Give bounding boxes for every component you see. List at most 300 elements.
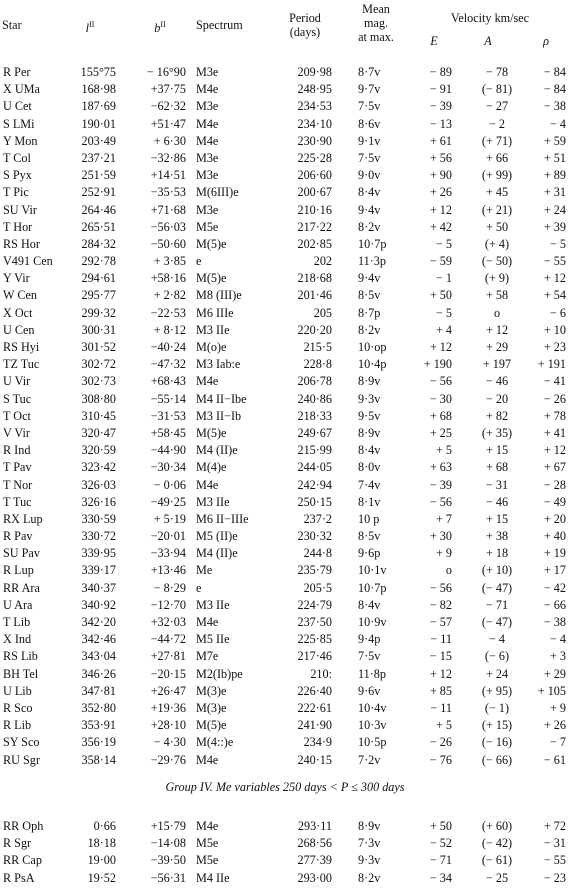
cell-b2: −35·53 (150, 185, 186, 200)
cell-b2: +15·79 (150, 819, 186, 833)
cell-l2: 299·32 (81, 305, 116, 320)
cell-period: 209·98 (297, 65, 332, 79)
cell-spectrum: e (196, 254, 202, 269)
cell-vel-e: + 30 (429, 529, 452, 544)
cell-spectrum: M(3)e (196, 683, 227, 698)
table-row (0, 562, 570, 579)
cell-vel-rho: − 66 (543, 597, 566, 612)
cell-mean-mag: 9·4p (358, 632, 381, 647)
table-row (0, 666, 570, 683)
cell-vel-e: + 5 (435, 718, 452, 733)
cell-l2: 340·92 (81, 597, 116, 612)
cell-l2: 294·61 (81, 271, 116, 286)
cell-spectrum: M3e (196, 202, 219, 217)
cell-vel-e: + 50 (429, 288, 452, 303)
cell-star: U Vir (3, 374, 31, 389)
cell-mean-mag: 7·2v (358, 752, 381, 767)
cell-l2: 346·26 (81, 666, 116, 681)
cell-l2: 356·19 (81, 735, 116, 750)
cell-b2: +71·68 (150, 202, 186, 217)
cell-star: W Cen (3, 288, 37, 303)
cell-vel-a: + 24 (485, 666, 509, 681)
cell-vel-a: (− 47) (481, 615, 513, 629)
cell-l2: 320·47 (81, 425, 116, 440)
cell-vel-a: (− 81) (481, 82, 513, 97)
cell-period: 205 (313, 305, 332, 320)
cell-period: 277·39 (297, 853, 332, 868)
cell-b2: +51·47 (150, 116, 186, 131)
cell-vel-a: − 27 (485, 99, 509, 114)
cell-vel-e: + 63 (429, 460, 452, 475)
cell-vel-a: (− 6) (484, 649, 510, 664)
cell-vel-rho: − 26 (543, 391, 566, 406)
cell-star: R Pav (3, 529, 33, 544)
cell-spectrum: M(5)e (196, 425, 227, 440)
table-row (0, 408, 570, 425)
cell-mean-mag: 7·3v (358, 836, 381, 851)
cell-mean-mag: 9·6p (358, 546, 381, 561)
header-b2-sup: II (160, 20, 166, 29)
cell-vel-a: (+ 60) (481, 819, 513, 833)
table-row (0, 545, 570, 562)
table-row (0, 614, 570, 631)
table-main (0, 64, 570, 769)
cell-star: S LMi (3, 116, 35, 131)
cell-vel-e: + 12 (429, 202, 452, 217)
table-row (0, 734, 570, 751)
table-row (0, 150, 570, 167)
cell-mean-mag: 9·4v (358, 202, 381, 217)
cell-period: 230·32 (297, 529, 332, 544)
cell-spectrum: M4e (196, 133, 219, 148)
cell-vel-e: + 61 (429, 133, 452, 148)
cell-period: 225·85 (297, 632, 332, 647)
cell-vel-rho: − 6 (549, 305, 566, 320)
cell-vel-a: + 29 (485, 340, 509, 354)
cell-vel-e: − 89 (429, 65, 452, 79)
cell-star: U Ara (3, 597, 33, 612)
cell-vel-e: − 11 (430, 700, 452, 715)
cell-vel-rho: − 41 (543, 374, 566, 389)
cell-star: R Per (3, 65, 31, 79)
table-row (0, 339, 570, 356)
cell-vel-a: (− 16) (481, 735, 513, 750)
cell-l2: 18·18 (87, 836, 116, 851)
cell-mean-mag: 8·7v (358, 65, 381, 79)
cell-b2: −33·94 (150, 546, 186, 561)
cell-spectrum: M(6III)e (196, 185, 239, 200)
cell-period: 218·33 (297, 408, 332, 423)
cell-star: X Ind (3, 632, 32, 647)
cell-spectrum: M8 (III)e (196, 288, 242, 303)
cell-vel-a: + 58 (485, 288, 509, 303)
table-row (0, 597, 570, 614)
cell-vel-a: + 197 (482, 357, 512, 372)
cell-b2: −47·32 (150, 357, 186, 372)
cell-l2: 252·91 (81, 185, 116, 200)
cell-vel-rho: + 191 (537, 357, 566, 372)
cell-spectrum: M4e (196, 615, 219, 629)
cell-b2: + 5·19 (153, 511, 186, 526)
header-vel-a (478, 34, 498, 48)
cell-spectrum: M4e (196, 82, 219, 97)
table-row (0, 477, 570, 494)
cell-mean-mag: 10 p (358, 511, 380, 526)
cell-b2: − 0·06 (153, 477, 186, 492)
cell-vel-rho: − 42 (543, 580, 566, 595)
cell-mean-mag: 8·2v (358, 322, 381, 337)
cell-period: 205·5 (303, 580, 332, 595)
header-star (2, 18, 50, 32)
cell-period: 293·00 (297, 870, 332, 885)
cell-b2: +68·43 (150, 374, 186, 389)
cell-vel-a: (− 1) (484, 700, 510, 715)
cell-spectrum: M5e (196, 853, 219, 868)
cell-spectrum: Me (196, 563, 213, 578)
table-row (0, 98, 570, 115)
cell-l2: 300·31 (81, 322, 116, 337)
cell-spectrum: e (196, 580, 202, 595)
table-row (0, 219, 570, 236)
header-star-label: Star (2, 18, 22, 32)
cell-vel-e: − 26 (429, 735, 452, 750)
cell-mean-mag: 9·1v (358, 133, 381, 148)
cell-vel-a: + 66 (485, 150, 509, 165)
cell-vel-a: + 15 (485, 443, 509, 458)
cell-vel-e: − 91 (429, 82, 452, 97)
cell-vel-rho: − 7 (549, 735, 566, 750)
table-row (0, 202, 570, 219)
cell-l2: 190·01 (81, 116, 116, 131)
cell-spectrum: M(5)e (196, 236, 227, 251)
cell-vel-rho: − 55 (543, 254, 566, 269)
header-vel-rho-label: ρ (543, 34, 549, 48)
cell-l2: 326·16 (81, 494, 116, 509)
cell-vel-rho: + 89 (543, 168, 566, 183)
cell-spectrum: M4 IIe (196, 870, 230, 885)
cell-b2: −30·34 (150, 460, 186, 475)
cell-mean-mag: 10·4p (358, 357, 387, 372)
cell-vel-a: (+ 99) (481, 168, 513, 183)
cell-b2: −32·86 (150, 150, 186, 165)
cell-star: U Cen (3, 322, 35, 337)
cell-l2: 310·45 (81, 408, 116, 423)
cell-vel-rho: − 23 (543, 870, 566, 885)
cell-period: 217·46 (297, 649, 332, 664)
cell-vel-rho: + 9 (549, 700, 566, 715)
header-vel-e-label: E (430, 34, 438, 48)
cell-vel-rho: − 84 (543, 82, 566, 97)
cell-vel-rho: + 54 (543, 288, 566, 303)
cell-vel-a: − 31 (485, 477, 509, 492)
cell-period: 200·67 (297, 185, 332, 200)
header-vel-a-label: A (484, 34, 492, 48)
cell-star: TZ Tuc (3, 357, 40, 372)
cell-vel-rho: + 59 (543, 133, 566, 148)
cell-mean-mag: 8·5v (358, 529, 381, 544)
cell-mean-mag: 8·6v (358, 116, 381, 131)
table-row (0, 305, 570, 322)
cell-period: 210: (310, 666, 332, 681)
cell-vel-a: (+ 21) (481, 202, 513, 217)
cell-star: RS Hyi (3, 340, 40, 354)
cell-b2: −55·14 (150, 391, 186, 406)
cell-vel-a: (+ 95) (481, 683, 513, 698)
cell-period: 224·79 (297, 597, 332, 612)
cell-b2: −44·90 (150, 443, 186, 458)
cell-period: 222·61 (297, 700, 332, 715)
cell-b2: −39·50 (150, 853, 186, 868)
cell-l2: 203·49 (81, 133, 116, 148)
cell-b2: +32·03 (150, 615, 186, 629)
cell-vel-e: − 59 (429, 254, 452, 269)
cell-spectrum: M3e (196, 168, 219, 183)
table-row (0, 683, 570, 700)
cell-star: T Pic (3, 185, 29, 200)
cell-vel-e: + 5 (435, 443, 452, 458)
table-row (0, 184, 570, 201)
cell-l2: 168·98 (81, 82, 116, 97)
cell-vel-e: − 82 (429, 597, 452, 612)
table-row (0, 835, 570, 852)
table-row (0, 64, 570, 81)
cell-vel-rho: + 31 (543, 185, 566, 200)
cell-l2: 292·78 (81, 254, 116, 269)
table-row (0, 167, 570, 184)
cell-vel-rho: − 38 (543, 615, 566, 629)
cell-mean-mag: 7·5v (358, 99, 381, 114)
cell-period: 202 (313, 254, 332, 269)
cell-vel-e: + 50 (429, 819, 452, 833)
cell-l2: 187·69 (81, 99, 116, 114)
cell-vel-rho: + 12 (543, 443, 566, 458)
cell-l2: 155°75 (80, 65, 116, 79)
cell-spectrum: M(5)e (196, 718, 227, 733)
cell-spectrum: M(4::)e (196, 735, 234, 750)
cell-period: 268·56 (297, 836, 332, 851)
header-velocity (420, 11, 560, 25)
cell-vel-a: (+ 71) (481, 133, 513, 148)
cell-mean-mag: 8·7p (358, 305, 381, 320)
cell-star: X Oct (3, 305, 33, 320)
cell-period: 240·15 (297, 752, 332, 767)
cell-l2: 347·81 (81, 683, 116, 698)
table-row (0, 852, 570, 869)
header-period-line1: Period (289, 11, 321, 25)
cell-star: S Tuc (3, 391, 32, 406)
cell-b2: −31·53 (150, 408, 186, 423)
cell-star: T Nor (3, 477, 33, 492)
cell-period: 210·16 (297, 202, 332, 217)
cell-b2: +13·46 (150, 563, 186, 578)
cell-period: 237·50 (297, 615, 332, 629)
cell-l2: 308·80 (81, 391, 116, 406)
cell-period: 234·9 (303, 735, 332, 750)
cell-spectrum: M(o)e (196, 340, 227, 354)
cell-vel-e: + 85 (429, 683, 452, 698)
table-row (0, 116, 570, 133)
cell-mean-mag: 8·4v (358, 597, 381, 612)
cell-vel-rho: − 4 (549, 632, 566, 647)
cell-vel-rho: − 5 (549, 236, 566, 251)
cell-star: R Sgr (3, 836, 32, 851)
cell-mean-mag: 9·5v (358, 408, 381, 423)
cell-vel-e: − 13 (429, 116, 452, 131)
cell-spectrum: M4 (II)e (196, 546, 238, 561)
cell-vel-a: (+ 15) (481, 718, 513, 733)
cell-spectrum: M4e (196, 752, 219, 767)
cell-star: SU Vir (3, 202, 37, 217)
cell-period: 248·95 (297, 82, 332, 97)
cell-b2: −56·31 (150, 870, 186, 885)
cell-star: BH Tel (3, 666, 39, 681)
cell-vel-a: + 68 (485, 460, 509, 475)
cell-mean-mag: 9·0v (358, 168, 381, 183)
cell-mean-mag: 8·5v (358, 288, 381, 303)
table-row (0, 81, 570, 98)
cell-period: 244·05 (297, 460, 332, 475)
cell-vel-a: (+ 10) (481, 563, 513, 578)
cell-l2: 352·80 (81, 700, 116, 715)
cell-b2: + 6·30 (153, 133, 186, 148)
cell-star: SU Pav (3, 546, 40, 561)
cell-vel-e: − 57 (429, 615, 452, 629)
cell-vel-e: − 1 (435, 271, 452, 286)
cell-vel-rho: + 67 (543, 460, 566, 475)
cell-mean-mag: 11·3p (358, 254, 386, 269)
cell-b2: −22·53 (150, 305, 186, 320)
table-row (0, 287, 570, 304)
cell-b2: −20·01 (150, 529, 186, 544)
cell-vel-e: + 4 (435, 322, 452, 337)
cell-star: R Sco (3, 700, 33, 715)
table-row (0, 528, 570, 545)
cell-l2: 302·73 (81, 374, 116, 389)
cell-vel-a: + 82 (485, 408, 509, 423)
cell-mean-mag: 8·4v (358, 443, 381, 458)
cell-mean-mag: 8·4v (358, 185, 381, 200)
cell-vel-rho: + 39 (543, 219, 566, 234)
cell-mean-mag: 8·9v (358, 425, 381, 440)
cell-vel-rho: + 105 (537, 683, 566, 698)
cell-period: 225·28 (297, 150, 332, 165)
cell-mean-mag: 8·2v (358, 219, 381, 234)
cell-period: 234·53 (297, 99, 332, 114)
cell-vel-e: + 12 (429, 340, 452, 354)
cell-l2: 19·00 (87, 853, 116, 868)
cell-vel-a: + 38 (485, 529, 509, 544)
cell-l2: 339·95 (81, 546, 116, 561)
cell-mean-mag: 10·7p (358, 580, 387, 595)
cell-spectrum: M6 IIIe (196, 305, 234, 320)
cell-l2: 326·03 (81, 477, 116, 492)
cell-vel-rho: − 4 (549, 116, 566, 131)
cell-vel-a: (− 47) (481, 580, 513, 595)
cell-spectrum: M5 (II)e (196, 529, 238, 544)
table-row (0, 494, 570, 511)
cell-l2: 295·77 (81, 288, 116, 303)
cell-mean-mag: 9·3v (358, 853, 381, 868)
cell-mean-mag: 8·2v (358, 870, 381, 885)
cell-vel-rho: + 3 (549, 649, 566, 664)
cell-b2: +58·16 (150, 271, 186, 286)
cell-vel-e: − 39 (429, 477, 452, 492)
cell-mean-mag: 10·5p (358, 735, 387, 750)
table-row (0, 133, 570, 150)
cell-l2: 237·21 (81, 150, 116, 165)
cell-vel-rho: − 31 (543, 836, 566, 851)
cell-b2: +37·75 (150, 82, 186, 97)
cell-star: RS Lib (3, 649, 38, 664)
cell-spectrum: M(3)e (196, 700, 227, 715)
cell-period: 202·85 (297, 236, 332, 251)
table-row (0, 356, 570, 373)
cell-b2: +19·36 (150, 700, 186, 715)
cell-l2: 265·51 (81, 219, 116, 234)
table-row (0, 648, 570, 665)
table-row (0, 373, 570, 390)
cell-l2: 19·52 (87, 870, 116, 885)
cell-period: 241·90 (297, 718, 332, 733)
header-vel-e (424, 34, 444, 48)
cell-star: R PsA (3, 870, 35, 885)
cell-star: RR Ara (3, 580, 40, 595)
table-row (0, 442, 570, 459)
header-period-line2: (days) (289, 25, 321, 39)
cell-vel-a: (+ 4) (484, 236, 510, 251)
cell-spectrum: M7e (196, 649, 219, 664)
cell-b2: −50·60 (150, 236, 186, 251)
cell-vel-rho: + 78 (543, 408, 566, 423)
cell-l2: 358·14 (81, 752, 116, 767)
cell-vel-e: − 56 (429, 374, 452, 389)
cell-b2: − 4·30 (153, 735, 186, 750)
cell-vel-a: − 25 (485, 870, 509, 885)
cell-b2: +28·10 (150, 718, 186, 733)
cell-period: 217·22 (297, 219, 332, 234)
cell-vel-rho: + 19 (543, 546, 566, 561)
cell-vel-e: − 11 (430, 632, 452, 647)
cell-vel-e: + 190 (423, 357, 452, 372)
cell-l2: 302·72 (81, 357, 116, 372)
cell-vel-e: + 68 (429, 408, 452, 423)
header-mean-line3: at max. (358, 30, 394, 44)
cell-vel-a: (− 42) (481, 836, 513, 851)
cell-vel-e: + 9 (435, 546, 452, 561)
cell-period: 206·78 (297, 374, 332, 389)
header-b2 (140, 18, 180, 35)
cell-b2: + 8·12 (153, 322, 186, 337)
cell-spectrum: M5e (196, 836, 219, 851)
cell-period: 206·60 (297, 168, 332, 183)
cell-vel-e: + 12 (429, 666, 452, 681)
cell-star: RX Lup (3, 511, 43, 526)
cell-vel-rho: − 28 (543, 477, 566, 492)
cell-vel-e: − 56 (429, 580, 452, 595)
cell-mean-mag: 9·3v (358, 391, 381, 406)
cell-vel-a: + 18 (485, 546, 509, 561)
cell-star: RS Hor (3, 236, 40, 251)
cell-mean-mag: 9·7v (358, 82, 381, 97)
cell-vel-rho: + 72 (543, 819, 566, 833)
cell-l2: 340·37 (81, 580, 116, 595)
cell-vel-rho: + 17 (543, 563, 566, 578)
cell-star: RR Oph (3, 819, 44, 833)
cell-star: T Tuc (3, 494, 32, 509)
cell-spectrum: M4 II−Ibe (196, 391, 247, 406)
cell-b2: −29·76 (150, 752, 186, 767)
cell-period: 230·90 (297, 133, 332, 148)
